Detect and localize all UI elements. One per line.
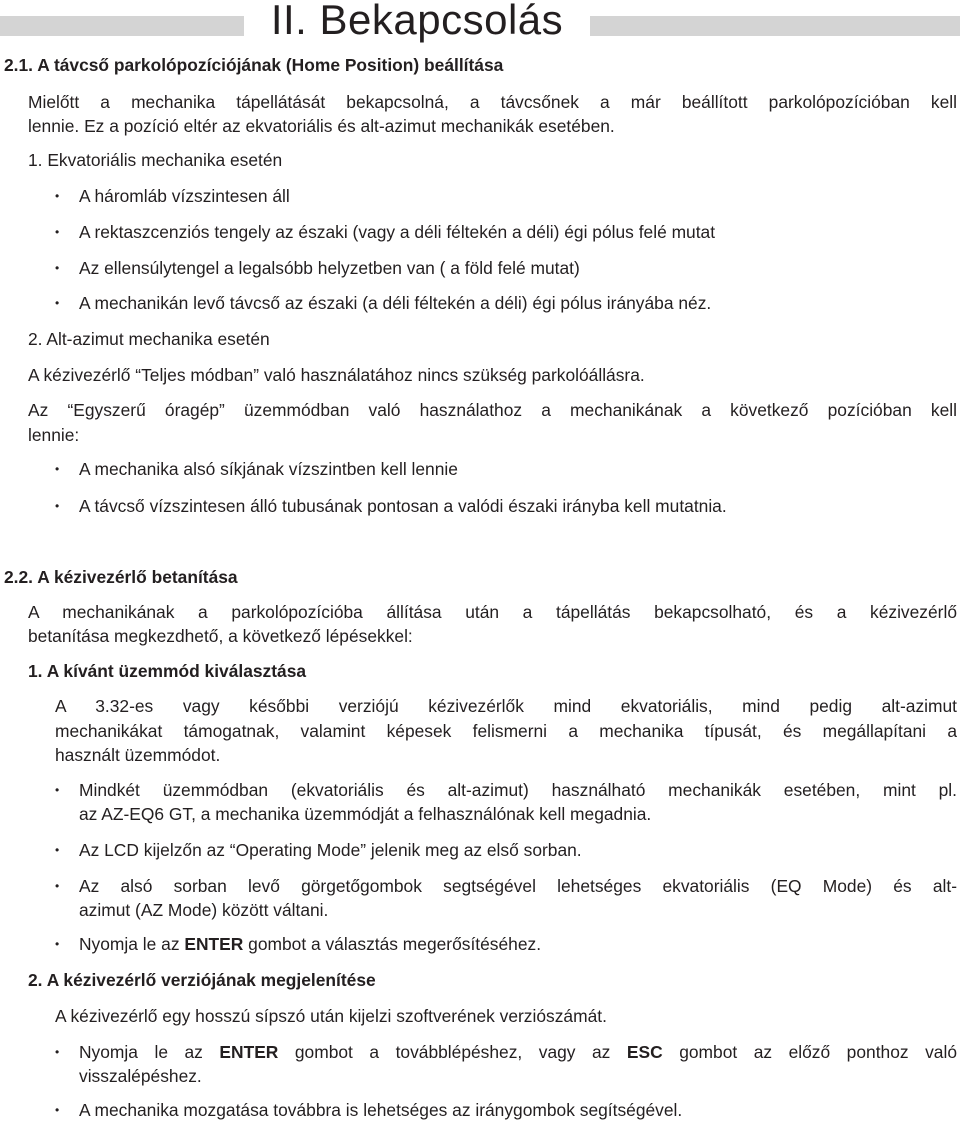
eq-bullet-3: Az ellensúlytengel a legalsóbb helyzetben van ( a föld felé mutat)	[79, 258, 580, 278]
enter-key-label: ENTER	[219, 1042, 279, 1062]
step1-para-line1: A 3.32-es vagy későbbi verziójú kézivezérlők mind ekvatoriális, mind pedig alt-azimut	[55, 696, 957, 716]
az-paragraph-2-line1: Az “Egyszerű óragép” üzemmódban való használathoz a mechanikának a következő pozícióban kell	[28, 400, 957, 420]
step1-bullet-1-line1: Mindkét üzemmódban (ekvatoriális és alt-azimut) használható mechanikák esetében, mint pl.	[79, 780, 957, 800]
step2-bullet-2: A mechanika mozgatása továbbra is lehetséges az iránygombok segítségével.	[79, 1100, 683, 1120]
s21-intro-text-1: Mielőtt a mechanika tápellátását bekapcsolná, a távcsőnek a már beállított parkolópozícióban kell	[28, 92, 957, 112]
step1-bullet-3-line1: Az alsó sorban levő görgetőgombok segtségével lehetséges ekvatoriális (EQ Mode) és alt-	[79, 876, 957, 896]
step2-heading: 2. A kézivezérlő verziójának megjelenítése	[28, 970, 376, 990]
enter-key-label: ENTER	[184, 934, 244, 954]
b5-mid: gombot a továbblépéshez, vagy az	[278, 1042, 627, 1062]
az-paragraph-2-line2: lennie:	[28, 425, 80, 445]
bullet-dot: •	[55, 879, 60, 893]
eq-heading: 1. Ekvatoriális mechanika esetén	[28, 150, 283, 170]
az-bullet-2: A távcső vízszintesen álló tubusának pontosan a valódi északi irányba kell mutatnia.	[79, 496, 727, 516]
chapter-header	[0, 0, 960, 44]
b5-post: gombot az előző ponthoz való	[662, 1042, 957, 1062]
eq-bullet-1: A háromláb vízszintesen áll	[79, 186, 290, 206]
step2-paragraph: A kézivezérlő egy hosszú sípszó után kijelzi szoftverének verziószámát.	[55, 1006, 607, 1026]
bullet-dot: •	[55, 1103, 60, 1117]
az-paragraph-1: A kézivezérlő “Teljes módban” való használatához nincs szükség parkolóállásra.	[28, 365, 645, 385]
step1-bullet-2: Az LCD kijelzőn az “Operating Mode” jelenik meg az első sorban.	[79, 840, 582, 860]
az-heading: 2. Alt-azimut mechanika esetén	[28, 329, 270, 349]
step2-bullet-1-line2: visszalépéshez.	[79, 1066, 202, 1086]
s22-intro-line1: A mechanikának a parkolópozícióba állítása után a tápellátás bekapcsolható, és a kézivezérlő	[28, 602, 957, 622]
step1-heading: 1. A kívánt üzemmód kiválasztása	[28, 661, 307, 681]
b4-post: gombot a választás megerősítéséhez.	[243, 934, 542, 954]
bullet-dot: •	[55, 261, 60, 275]
bullet-dot: •	[55, 783, 60, 797]
section-2-1-heading: 2.1. A távcső parkolópozíciójának (Home Position) beállítása	[4, 55, 504, 75]
s21-intro-line1	[28, 90, 957, 115]
step1-bullet-1-line2: az AZ-EQ6 GT, a mechanika üzemmódját a felhasználónak kell megadnia.	[79, 804, 652, 824]
bullet-dot: •	[55, 225, 60, 239]
s21-intro-line2: lennie. Ez a pozíció eltér az ekvatoriális és alt-azimut mechanikák esetében.	[28, 116, 615, 136]
section-2-2-heading: 2.2. A kézivezérlő betanítása	[4, 567, 238, 587]
header-bar-right	[590, 16, 960, 36]
bullet-dot: •	[55, 1045, 60, 1059]
step1-para-line3: használt üzemmódot.	[55, 745, 221, 765]
s22-intro-line2: betanítása megkezdhető, a következő lépésekkel:	[28, 626, 413, 646]
step2-bullet-1-line1	[79, 1040, 957, 1065]
bullet-dot: •	[55, 189, 60, 203]
bullet-dot: •	[55, 937, 60, 951]
b4-pre: Nyomja le az	[79, 934, 185, 954]
step1-bullet-3-line2: azimut (AZ Mode) között váltani.	[79, 900, 329, 920]
bullet-dot: •	[55, 843, 60, 857]
bullet-dot: •	[55, 296, 60, 310]
esc-key-label: ESC	[626, 1042, 663, 1062]
eq-bullet-2: A rektaszcenziós tengely az északi (vagy a déli féltekén a déli) égi pólus felé mutat	[79, 222, 716, 242]
step1-para-line2: mechanikákat támogatnak, valamint képesek felismerni a mechanika típusát, és megállapítani a	[55, 721, 957, 741]
header-bar-left	[0, 16, 244, 36]
bullet-dot: •	[55, 499, 60, 513]
az-bullet-1: A mechanika alsó síkjának vízszintben kell lennie	[79, 459, 458, 479]
b5-pre: Nyomja le az	[79, 1042, 220, 1062]
eq-bullet-4: A mechanikán levő távcső az északi (a déli féltekén a déli) égi pólus irányába néz.	[79, 293, 712, 313]
chapter-title: II. Bekapcsolás	[270, 0, 564, 43]
step1-bullet-4	[79, 932, 541, 957]
bullet-dot: •	[55, 462, 60, 476]
